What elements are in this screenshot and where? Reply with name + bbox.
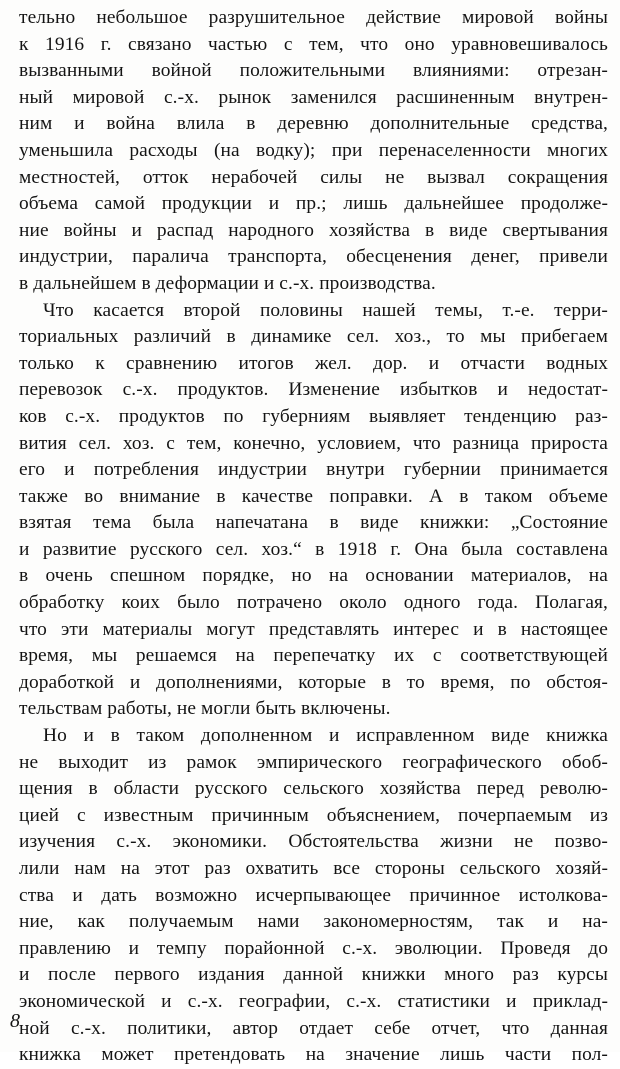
- text-line: ков с.-х. продуктов по губерниям выявляет тенденцию раз-: [19, 405, 608, 427]
- text-line: местностей, отток нерабочей силы не вызвал сокращения: [19, 166, 608, 188]
- text-line: цией с известным причинным объяснением, почерпаемым из: [19, 804, 608, 826]
- text-line: Что касается второй половины нашей темы, т.-е. терри-: [43, 299, 608, 321]
- text-line: ним и война влила в деревню дополнительные средства,: [19, 113, 608, 135]
- text-line: только к сравнению итогов жел. дор. и отчасти водных: [19, 352, 608, 374]
- text-line: объема самой продукции и пр.; лишь дальнейшее продолже-: [19, 193, 608, 215]
- text-line: индустрии, паралича транспорта, обесценения денег, привели: [19, 246, 608, 268]
- text-line: его и потребления индустрии внутри губернии принимается: [19, 459, 608, 481]
- text-line: лили нам на этот раз охватить все стороны сельского хозяй-: [19, 858, 608, 879]
- text-line: правлению и темпу порайонной с.-х. эволюции. Проведя до: [19, 937, 608, 959]
- page-number: 8: [10, 1010, 20, 1032]
- text-line: в дальнейшем в деформации и с.-х. производства.: [19, 272, 436, 294]
- text-line: в очень спешном порядке, но на основании материалов, на: [19, 565, 608, 587]
- text-line: обработку коих было потрачено около одного года. Полагая,: [19, 592, 608, 614]
- text-line: щения в области русского сельского хозяйства перед револю-: [19, 778, 608, 800]
- text-line: взятая тема была напечатана в виде книжки: „Состояние: [19, 512, 608, 534]
- text-line: уменьшила расходы (на водку); при перенаселенности многих: [19, 139, 608, 161]
- text-line: ние войны и распад народного хозяйства в виде свертывания: [19, 219, 608, 241]
- text-line: ной с.-х. политики, автор отдает себе отчет, что данная: [19, 1017, 608, 1039]
- body-text: [19, 5, 608, 1069]
- text-line: книжка может претендовать на значение лишь части пол-: [19, 1044, 608, 1066]
- text-line: что эти материалы могут представлять интерес и в настоящее: [19, 618, 608, 640]
- text-line: не выходит из рамок эмпирического географического обоб-: [19, 751, 608, 773]
- text-line: тельно небольшое разрушительное действие мировой войны: [19, 7, 608, 28]
- text-line: вызванными войной положительными влияниями: отрезан-: [19, 60, 608, 82]
- text-line: Но и в таком дополненном и исправленном виде книжка: [43, 725, 608, 747]
- text-line: и развитие русского сел. хоз.“ в 1918 г. Она была составлена: [19, 538, 608, 560]
- text-line: экономической и с.-х. географии, с.-х. статистики и приклад-: [19, 990, 608, 1012]
- text-line: и после первого издания данной книжки много раз курсы: [19, 964, 608, 986]
- text-line: ства и дать возможно исчерпывающее причинное истолкова-: [19, 884, 608, 906]
- text-line: к 1916 г. связано частью с тем, что оно уравновешивалось: [19, 33, 608, 55]
- text-line: вития сел. хоз. с тем, конечно, условием, что разница прироста: [19, 432, 608, 454]
- text-line: изучения с.-х. экономики. Обстоятельства жизни не позво-: [19, 831, 608, 853]
- text-line: также во внимание в качестве поправки. А в таком объеме: [19, 485, 608, 507]
- text-line: время, мы решаемся на перепечатку их с соответствующей: [19, 645, 608, 667]
- text-line: тельствам работы, не могли быть включены.: [19, 698, 391, 720]
- text-line: ный мировой с.-х. рынок заменился расшиненным внутрен-: [19, 86, 608, 108]
- text-line: перевозок с.-х. продуктов. Изменение избытков и недостат-: [19, 379, 608, 401]
- text-line: ние, как получаемым нами закономерностям, так и на-: [19, 911, 608, 933]
- text-line: доработкой и дополнениями, которые в то время, по обстоя-: [19, 671, 608, 693]
- text-line: ториальных различий в динамике сел. хоз., то мы прибегаем: [19, 326, 608, 348]
